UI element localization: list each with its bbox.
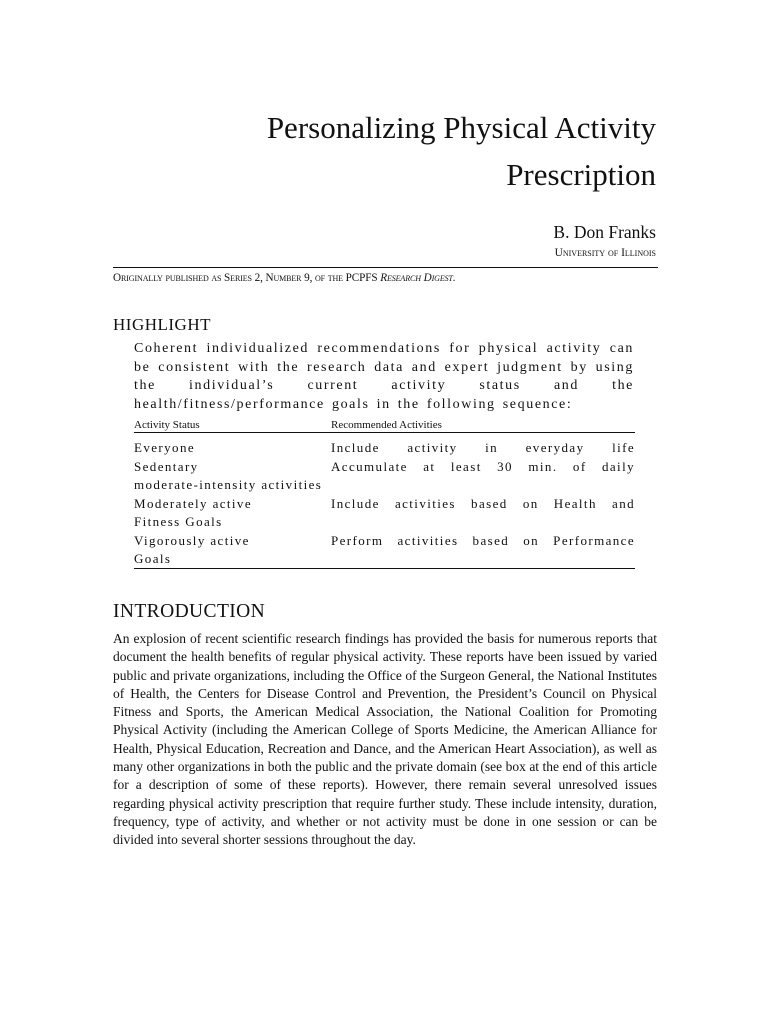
row-continuation: moderate-intensity activities xyxy=(134,477,323,492)
header-rule xyxy=(113,267,658,268)
table-row xyxy=(134,457,635,476)
row-status: Sedentary xyxy=(134,459,199,474)
header-recommended-activities: Recommended Activities xyxy=(331,419,442,431)
row-status: Everyone xyxy=(134,440,196,455)
row-status: Vigorously active xyxy=(134,533,250,548)
row-activity: Include activity in everyday life xyxy=(331,440,635,455)
row-continuation: Fitness Goals xyxy=(134,514,223,529)
table-header xyxy=(134,419,635,433)
table-row xyxy=(134,531,635,550)
highlight-body: Coherent individualized recommendations for physical activity can be consistent with the research data and expert judgment by using the individual’s current activity status and the health/fitness/performance goals in the following sequence: xyxy=(134,341,634,412)
row-activity: Perform activities based on Performance xyxy=(331,533,635,548)
row-status: Moderately active xyxy=(134,496,253,511)
table-row xyxy=(134,494,635,513)
publication-org: PCPFS xyxy=(345,272,381,284)
highlight-heading: HIGHLIGHT xyxy=(113,315,211,334)
publication-note xyxy=(113,272,456,284)
row-activity: Accumulate at least 30 min. of daily xyxy=(331,459,635,474)
article-title-line-1: Personalizing Physical Activity xyxy=(266,110,656,145)
publication-journal: Research Digest. xyxy=(380,272,456,284)
author-name: B. Don Franks xyxy=(553,222,656,242)
activity-table xyxy=(134,419,635,569)
introduction-heading: INTRODUCTION xyxy=(113,601,266,622)
author-affiliation: University of Illinois xyxy=(554,247,656,259)
publication-prefix: Originally published as Series 2, Number 9, of the xyxy=(113,272,346,284)
article-title-line-2: Prescription xyxy=(506,157,656,192)
table-body xyxy=(134,433,635,569)
table-row xyxy=(134,438,635,457)
row-activity: Include activities based on Health and xyxy=(331,496,635,511)
header-activity-status: Activity Status xyxy=(134,419,200,431)
introduction-body: An explosion of recent scientific research findings has provided the basis for numerous reports that document the health benefits of regular physical activity. These reports have been issued by varied public and private organizations, including the Office of the Surgeon General, the National Institutes of Health, the Centers for Disease Control and Prevention, the President’s Council on Physical Fitness and Sports, the American Medical Association, the National Coalition for Promoting Physical Activity (including the American College of Sports Medicine, the American Alliance for Health, Physical Education, Recreation and Dance, and the American Heart Association), as well as many other organizations in both the public and the private domain (see box at the end of this article for a description of some of these reports). However, there remain several unresolved issues regarding physical activity prescription that require further study. These include intensity, duration, frequency, type of activity, and whether or not activity must be done in one session or can be divided into several shorter sessions throughout the day. xyxy=(113,631,657,848)
row-continuation: Goals xyxy=(134,551,172,566)
